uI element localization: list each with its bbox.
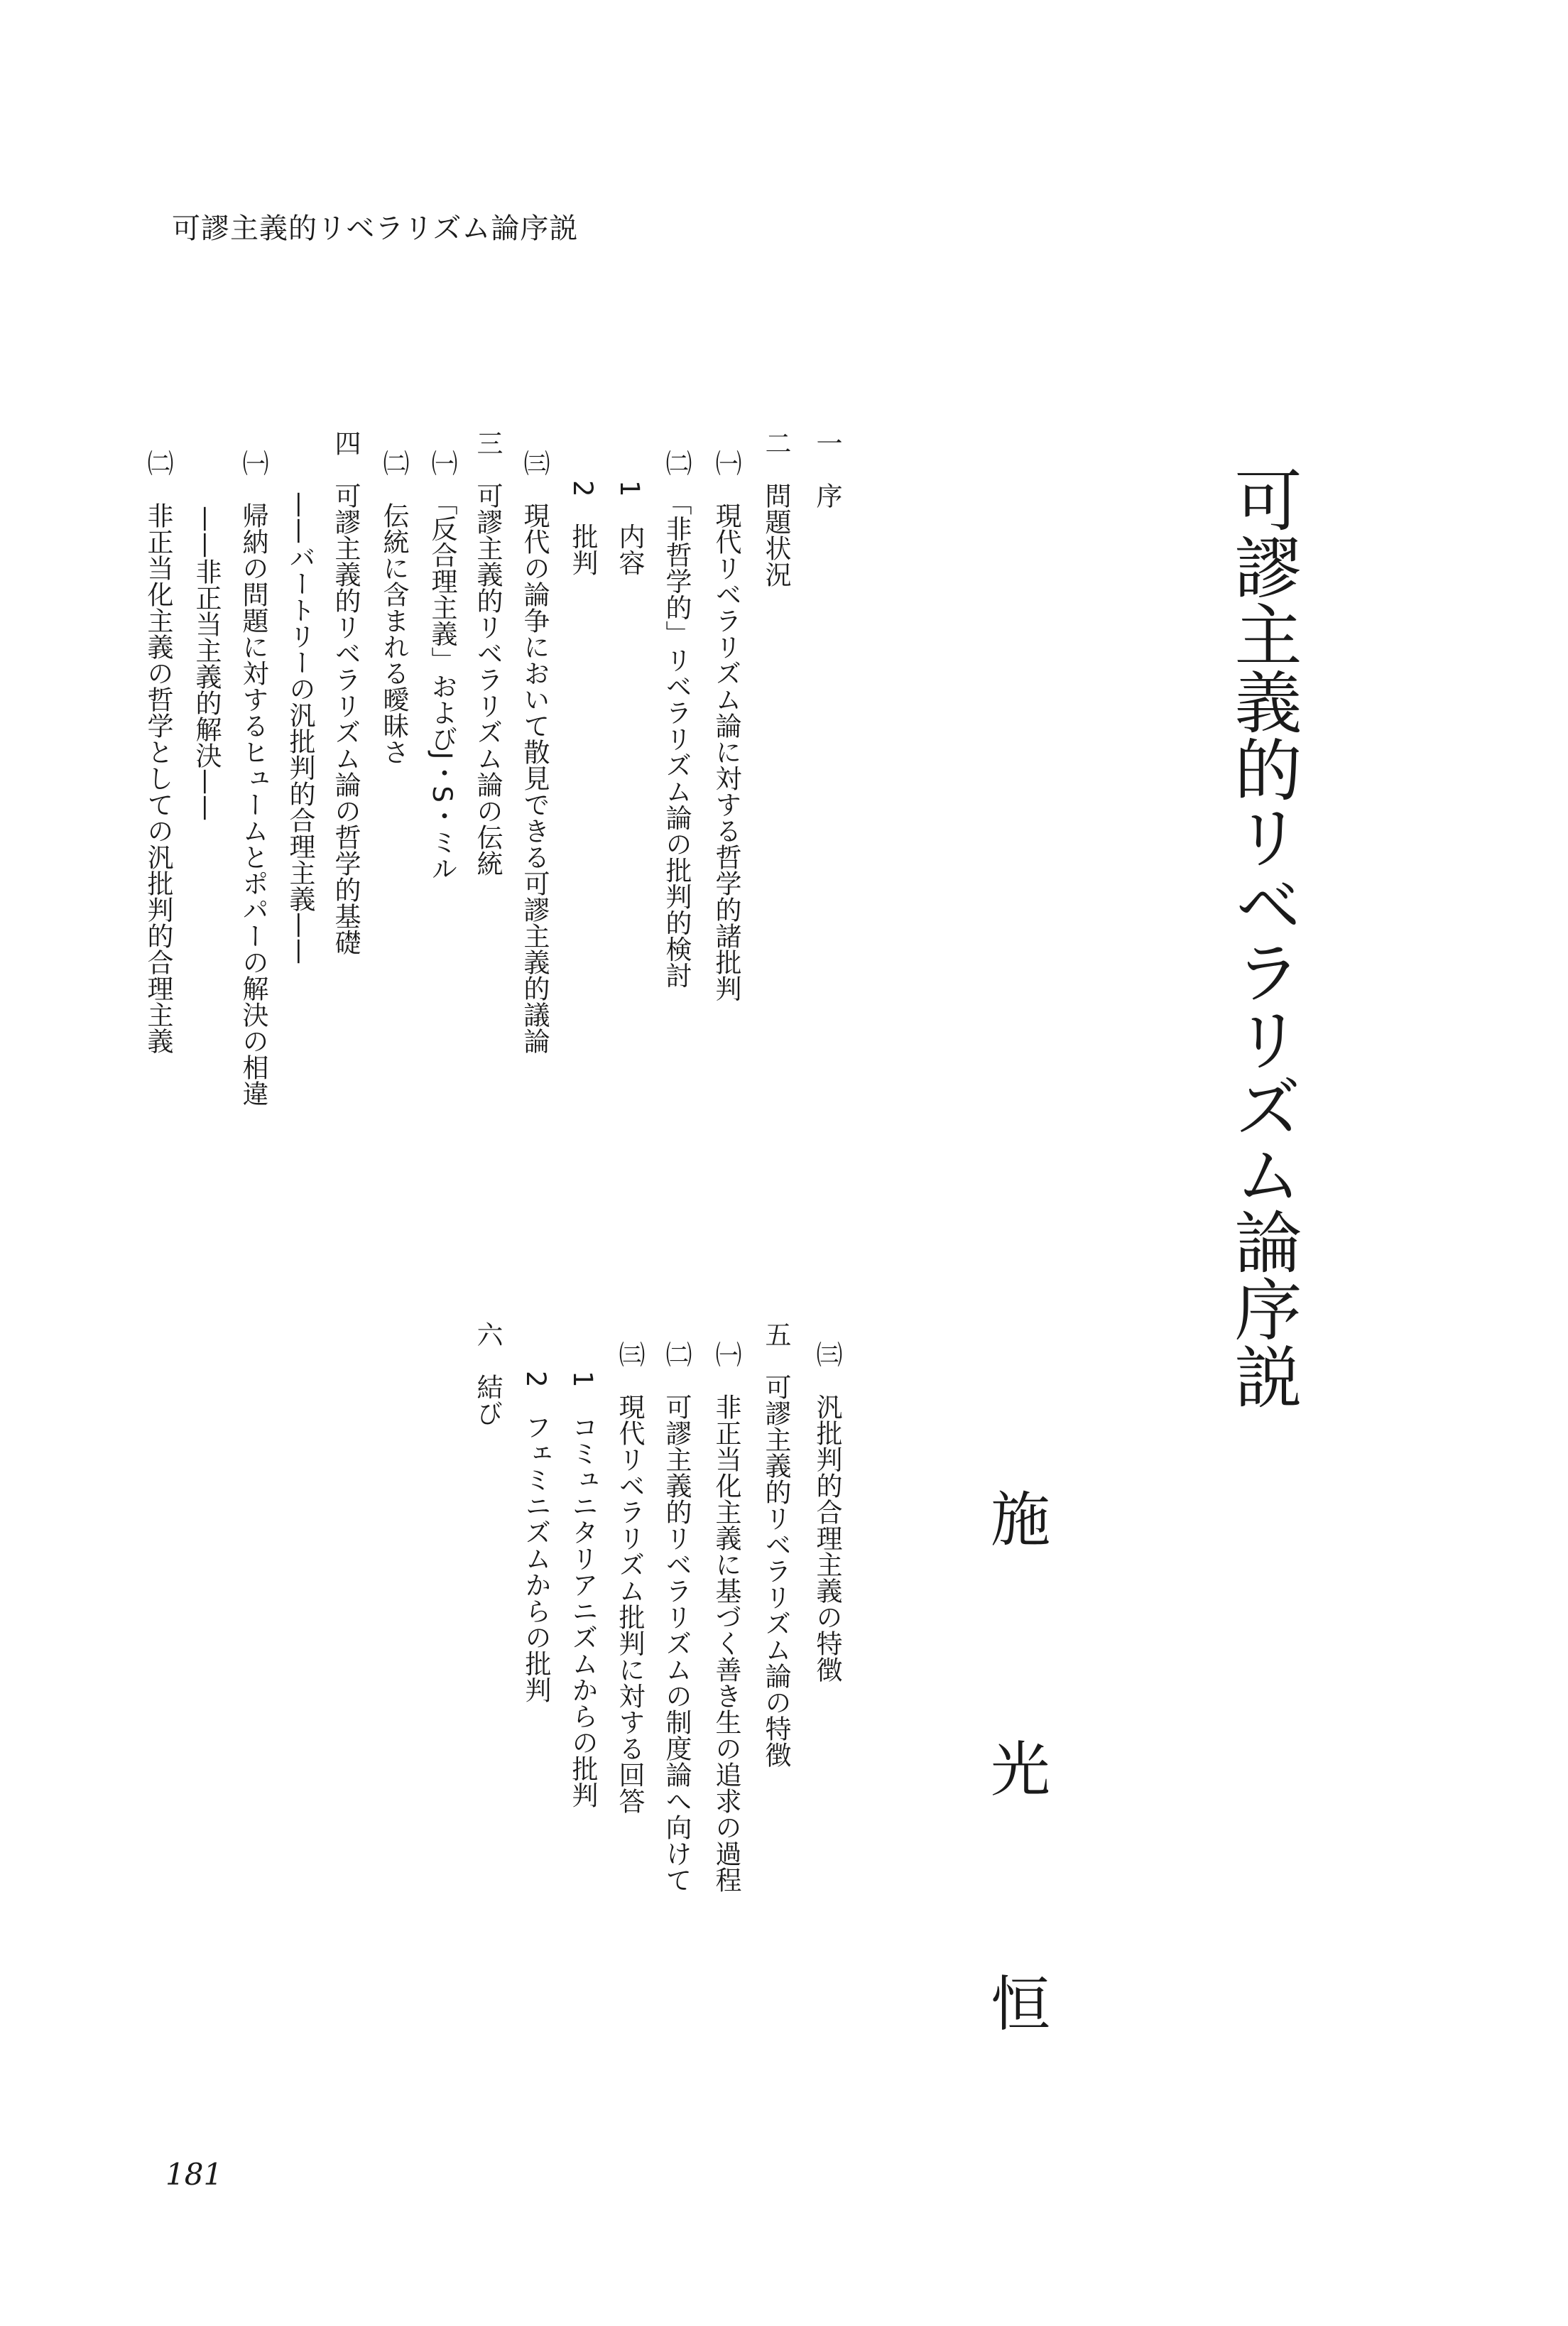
toc-text: 「非哲学的」リベラリズム論の批判的検討: [661, 502, 692, 989]
toc-marker: 四: [330, 430, 361, 456]
running-head: 可謬主義的リベラリズム論序説: [172, 212, 579, 245]
toc-marker: ㈢: [614, 1341, 645, 1367]
toc-entry: [709, 1341, 743, 1893]
toc-entry: [612, 480, 646, 576]
toc-marker: 2: [521, 1371, 551, 1388]
toc-entry: [517, 450, 551, 1054]
toc-text: 現代リベラリズム批判に対する回答: [614, 1393, 645, 1814]
toc-text: 汎批判的合理主義の特徴: [812, 1393, 842, 1683]
author-name-char-3: 恒: [991, 1969, 1051, 2039]
toc-text: 現代の論争において散見できる可謬主義的議論: [519, 502, 550, 1054]
toc-entry: [612, 1341, 646, 1814]
toc-text: 内容: [614, 523, 645, 576]
toc-text: 可謬主義的リベラリズム論の特徴: [761, 1374, 791, 1768]
author-name-char-2: 光: [991, 1735, 1051, 1805]
toc-entry: [709, 450, 743, 1001]
toc-marker: ㈢: [519, 450, 550, 476]
toc-text: 可謬主義的リベラリズム論の伝統: [472, 482, 503, 876]
toc-marker: 六: [472, 1321, 503, 1347]
toc-marker: ㈡: [661, 1341, 692, 1367]
toc-text: 伝統に含まれる曖昧さ: [379, 502, 409, 765]
toc-entry: [565, 1371, 599, 1808]
toc-entry: [328, 430, 362, 955]
page-number: 181: [165, 2157, 223, 2192]
toc-entry: [659, 450, 693, 989]
toc-text: フェミニズムからの批判: [521, 1413, 551, 1703]
toc-text: 現代リベラリズム論に対する哲学的諸批判: [711, 502, 741, 1001]
article-title: 可謬主義的リベラリズム論序説: [1224, 465, 1302, 1410]
toc-entry: [141, 450, 175, 1054]
toc-text: 非正当化主義に基づく善き生の追求の過程: [711, 1393, 741, 1893]
toc-entry: [518, 1371, 552, 1703]
toc-text: 非正当化主義の哲学としての汎批判的合理主義: [143, 502, 173, 1054]
toc-text: ——非正当主義的解決——: [191, 506, 222, 821]
toc-entry: [470, 1321, 504, 1426]
toc-marker: ㈠: [711, 1341, 741, 1367]
toc-entry: [236, 450, 270, 1107]
toc-marker: ㈠: [238, 450, 268, 476]
toc-entry-subtitle: [189, 506, 223, 821]
toc-marker: ㈠: [711, 450, 741, 476]
toc-entry: [470, 430, 504, 876]
toc-marker: ㈡: [379, 450, 409, 476]
toc-text: 可謬主義的リベラリズムの制度論へ向けて: [661, 1393, 692, 1893]
toc-entry: [810, 1341, 844, 1683]
toc-text: ——バートリーの汎批判的合理主義——: [285, 491, 315, 964]
toc-marker: ㈠: [427, 450, 457, 476]
toc-entry: [758, 430, 793, 587]
toc-text: 問題状況: [761, 482, 791, 587]
toc-entry: [758, 1321, 793, 1768]
toc-text: 序: [812, 482, 842, 509]
toc-text: 批判: [567, 523, 598, 576]
toc-text: 結び: [472, 1374, 503, 1426]
toc-marker: ㈢: [812, 1341, 842, 1367]
toc-marker: 1: [567, 1371, 598, 1388]
toc-text: 可謬主義的リベラリズム論の哲学的基礎: [330, 482, 361, 955]
author-name-char-1: 施: [991, 1485, 1051, 1555]
toc-marker: 三: [472, 430, 503, 456]
toc-entry: [565, 480, 599, 576]
toc-marker: 二: [761, 430, 791, 456]
toc-entry-subtitle: [283, 491, 317, 964]
toc-marker: ㈡: [661, 450, 692, 476]
toc-entry: [425, 450, 459, 881]
toc-entry: [810, 430, 844, 509]
toc-marker: 一: [812, 430, 842, 456]
toc-entry: [376, 450, 410, 765]
toc-text: 帰納の問題に対するヒュームとポパーの解決の相違: [238, 502, 268, 1107]
toc-text: 「反合理主義」およびJ・S・ミル: [427, 502, 457, 881]
toc-text: コミュニタリアニズムからの批判: [567, 1413, 598, 1808]
toc-marker: ㈡: [143, 450, 173, 476]
toc-marker: 2: [567, 480, 598, 497]
toc-entry: [659, 1341, 693, 1893]
toc-marker: 1: [614, 480, 645, 497]
toc-marker: 五: [761, 1321, 791, 1347]
